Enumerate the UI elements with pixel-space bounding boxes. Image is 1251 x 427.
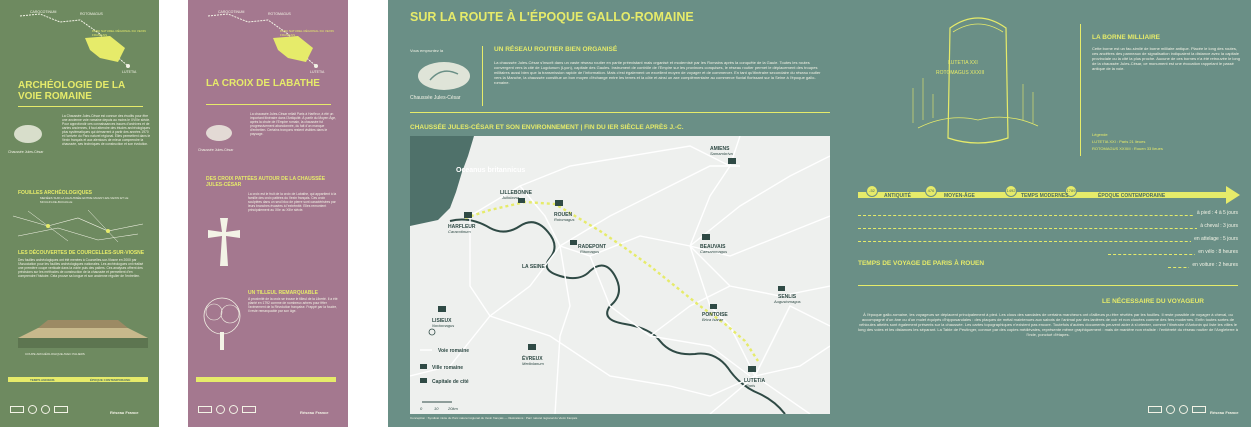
- panel3-title: SUR LA ROUTE À L'ÉPOQUE GALLO-ROMAINE: [410, 10, 694, 24]
- city-sublabel: Rotomagus: [554, 217, 575, 222]
- panel1-intro: La Chaussée Jules-César est connue des érudits pour être une ancienne voie romaine depuis au moins le XVIIIe siècle. Pour approfondir ces connaissances issues d'archives et de cartes anciennes, il faut attendre des études archéologiques plus systématiques qui démarrent à partir des années 1970 et l'arrivée du Parc naturel régional. Elles permettent dans le Vexin français et aux alentours de mieux comprendre la chaussée, ses techniques de construction et son évolution.: [62, 114, 151, 146]
- footer-logo: Réseau France: [110, 410, 139, 415]
- travel-title: TEMPS DE VOYAGE DE PARIS À ROUEN: [858, 260, 985, 267]
- partner-logo: [54, 406, 68, 413]
- footer-credits: Conception : Syndicat mixte du Parc naturel régional du Vexin français — Illustrations : Parc naturel régional du Vexin français: [410, 416, 578, 420]
- city-label: SENLIS: [778, 294, 797, 300]
- travel-line: [858, 215, 1238, 216]
- city-sublabel: Caracotinum: [448, 229, 471, 234]
- panel-archeologie: [0, 0, 159, 427]
- travel-row: [1108, 249, 1238, 259]
- scale-label: 0: [420, 406, 423, 411]
- chaussee-logo: [10, 120, 46, 148]
- city-sublabel: Ritumagus: [580, 249, 600, 254]
- divider: [482, 46, 483, 106]
- city-sublabel: Juliobona: [502, 195, 520, 200]
- timeline-date: 476: [925, 185, 937, 197]
- partner-logo: [10, 406, 24, 413]
- city-sublabel: Briva Isarae: [702, 317, 724, 322]
- travel-row: [858, 210, 1238, 220]
- map-label-1: CAROCOTINUM: [218, 10, 245, 14]
- sea-label: Oceanus britannicus: [456, 167, 526, 174]
- map-label-2: ROTOMAGUS: [268, 12, 291, 16]
- diagram-caption: COUPE ARCHÉOLOGIQUE AVEC PALIERS: [25, 352, 85, 356]
- partner-logo: [28, 405, 37, 414]
- city-sublabel: Samarobriva: [710, 151, 733, 156]
- chaussee-logo: [202, 120, 236, 146]
- timeline-bar: [196, 377, 336, 382]
- partner-logo: [198, 406, 212, 413]
- partner-logos: [198, 405, 256, 414]
- travel-line: [858, 241, 1238, 242]
- scale-label: 10: [434, 406, 439, 411]
- city-label: LILLEBONNE: [500, 190, 532, 196]
- section-text: La croix est le fruit de la croix de Labathe, qui appartient à la famille des croix pattées du Vexin français. Ces croix sculptées dans un seul bloc de pierre sont caractérisées par leurs branches évasées à l'extrémité. Elles remontent principalement au XIIe ou XIIIe siècle.: [248, 192, 337, 212]
- panel-croix-labathe: [188, 0, 348, 427]
- travel-label: en vélo : 8 heures: [1195, 249, 1238, 255]
- partner-logos: [1148, 405, 1206, 414]
- excavation-map: [8, 206, 148, 244]
- map-label-4: LUTETIA: [310, 70, 325, 74]
- panel-route-gallo-romaine: [388, 0, 1251, 427]
- linden-tree-icon: [200, 296, 244, 356]
- milestone-title: LA BORNE MILLIAIRE: [1092, 34, 1161, 41]
- footer-logo: Réseau France: [1210, 410, 1239, 415]
- partner-logo: [1179, 405, 1188, 414]
- section-title: DES CROIX PATTÉES AUTOUR DE LA CHAUSSÉE JULES-CÉSAR: [206, 176, 326, 188]
- section-text-2: À proximité de la croix se trouve le tilleul de la Liberté. Il a été planté en 1792 comme de nombreux arbres pour fêter l'avènement de la Révolution française. Frappé par la foudre, il reste remarquable par son âge.: [248, 297, 338, 313]
- city-label: LUTETIA: [744, 378, 766, 384]
- panel2-title: LA CROIX DE LABATHE: [206, 78, 320, 89]
- milestone-text: Cette borne est un fac-similé de borne milliaire antique. Placée le long des routes, ces ancêtres des panneaux de signalisation indiquaient la distance avec la capitale provinciale ou la cité la plus proche. Aucune de ces bornes n'a été retrouvée le long de la chaussée Jules-César, ce monument est une évocation rappelant le passé antique de la voie.: [1092, 46, 1240, 71]
- city-label: PONTOISE: [702, 312, 728, 318]
- city-label: HARFLEUR: [448, 224, 476, 230]
- map-title: CHAUSSÉE JULES-CÉSAR ET SON ENVIRONNEMENT | FIN DU IER SIÈCLE APRÈS J.-C.: [410, 124, 684, 131]
- timeline-arrow-icon: [1226, 186, 1240, 204]
- timeline-date: 1789: [1065, 185, 1077, 197]
- partner-logos: [10, 405, 68, 414]
- city-label: ÉVREUX: [522, 356, 543, 362]
- section-title: UN RÉSEAU ROUTIER BIEN ORGANISÉ: [494, 46, 618, 53]
- section-title-2: UN TILLEUL REMARQUABLE: [248, 290, 318, 296]
- section-text-3: À l'époque gallo-romaine, les voyageurs se déplacent principalement à pied. Les clous des sandales de certains marcheurs ont d'ailleurs pu être révélés par les fouilles. Il reste possible de voyager à cheval, ou accompagné d'un âne ou d'un mulet équipés d'hipposandales : des plaques de métal maintenues aux sabots de l'animal par des lanières de cuir et non clouées comme des fers modernes. Enfin toutes sortes de véhicules attelés sont également présents sur la chaussée. Les cartes topographiques n'existent pas encore. Toutefois d'autres documents peuvent aider à s'orienter, comme l'itinéraire d'Antonin qui liste les villes le long des voies et les distances les séparant. La Table de Peutinger, connue par des copies médiévales, représente même graphiquement : mais de manière non réaliste : l'entièreté du réseau routier de l'Angleterre à l'Inde, ponctué d'étapes.: [858, 312, 1238, 337]
- chaussee-logo: [412, 56, 476, 94]
- partner-logo: [1192, 406, 1206, 413]
- travel-row: [858, 223, 1238, 233]
- section-title: FOUILLES ARCHÉOLOGIQUES: [18, 190, 92, 196]
- city-label: LISIEUX: [432, 318, 452, 324]
- logo-caption: Vous empruntez la: [410, 48, 444, 53]
- section-title-2: LES DÉCOUVERTES DE COURCELLES-SUR-VIOSNE: [18, 250, 145, 256]
- city-sublabel: Augustomagus: [774, 299, 801, 304]
- logo-caption: Chaussée Jules-César: [198, 148, 234, 152]
- section-title-3: LE NÉCESSAIRE DU VOYAGEUR: [1102, 298, 1204, 305]
- divider: [858, 285, 1238, 286]
- divider: [1080, 24, 1081, 156]
- milestone-inscription-1: LUTETIA XXI: [948, 60, 978, 66]
- partner-logo: [242, 406, 256, 413]
- legend-label: Voie romaine: [438, 348, 470, 354]
- partner-logo: [1148, 406, 1162, 413]
- map-label-4: LUTETIA: [122, 70, 137, 74]
- excavation-section-diagram: [18, 308, 148, 348]
- city-label: AMIENS: [710, 146, 730, 152]
- divider: [206, 104, 331, 105]
- milestone-illustration: [908, 8, 1048, 158]
- map-label-1: CAROCOTINUM: [30, 10, 57, 14]
- travel-row: [858, 236, 1238, 246]
- travel-row: [1168, 262, 1238, 272]
- partner-logo: [1166, 405, 1175, 414]
- timeline-period: MOYEN-ÂGE: [944, 193, 975, 199]
- river-label: LA SEINE: [522, 264, 545, 270]
- timeline-label: TEMPS ANCIENS: [30, 378, 55, 382]
- city-label: ROUEN: [554, 212, 573, 218]
- section-subtitle: MENÉES SUR LA CHAUSSÉE ENTRE MAGNY-EN-VEXIN ET LE MOULIN-DE-BUCAILLE: [40, 196, 129, 204]
- travel-label: à pied : 4 à 5 jours: [1194, 210, 1238, 216]
- panel1-title: ARCHÉOLOGIE DE LA VOIE ROMAINE: [18, 80, 125, 102]
- partner-logo: [41, 405, 50, 414]
- city-sublabel: Paris: [746, 383, 756, 388]
- city-label: BEAUVAIS: [700, 244, 726, 250]
- logo-name: Chaussée Jules-César: [410, 95, 461, 101]
- travel-label: en attelage : 5 jours: [1191, 236, 1238, 242]
- footer-logo: Réseau France: [300, 410, 329, 415]
- milestone-inscription-2: ROTOMAGUS XXXIII: [936, 70, 985, 76]
- section-text: La chaussée Jules-César s'inscrit dans un vaste réseau routier en partie préexistant mais organisé et modernisé par les Romains après la conquête de la Gaule. Toutes les routes convergent vers la cité de Lugdunum (Lyon), capitale des Gaules. Instrument de contrôle de l'Empire sur les provinces conquises, le réseau routier permet le déplacement des troupes militaires aussi bien que la transmission rapide de l'information. Mais c'est également un excellent moyen de voyager et de commercer. En tant qu'itinéraire secondaire du réseau routier vers la Manche, la chaussée constitue un bon moyen d'échange entre les terres et la côte et ainsi un axe complémentaire au commerce fluvial florissant sur la Seine à l'époque gallo-romaine.: [494, 60, 821, 85]
- timeline-date: -52: [866, 185, 878, 197]
- city-sublabel: Mediolanum: [522, 361, 544, 366]
- scale-label: 20km: [448, 406, 458, 411]
- city-label: RADEPONT: [578, 244, 607, 250]
- timeline-label: ÉPOQUE CONTEMPORAINE: [90, 378, 131, 382]
- city-sublabel: Caesaromagus: [700, 249, 728, 254]
- section-text: Des fouilles archéologiques ont été menées à Courcelles-sur-Viosne en 2000 par l'Association pour les fouilles archéologiques nationales. Les archéologues ont réalisé une première coupe verticale dans la voirie puis des paliers. Ces analyses offrent des précisions sur les méthodes de construction de la chaussée et permettent d'en comprendre l'histoire. Cela prouve sa longue et son ancienne régulier de l'entretien.: [18, 258, 144, 278]
- partner-logo: [229, 405, 238, 414]
- divider: [18, 106, 143, 107]
- travel-label: en voiture : 2 heures: [1189, 262, 1238, 268]
- legend-title: Légende: [1092, 132, 1108, 137]
- map-label-3: PARC NATUREL RÉGIONAL DU VEXIN FRANÇAIS: [280, 29, 334, 37]
- timeline-period: ANTIQUITÉ: [884, 193, 911, 199]
- roman-road-map: [410, 136, 830, 414]
- map-label-3: PARC NATUREL RÉGIONAL DU VEXIN FRANÇAIS: [92, 29, 146, 37]
- divider: [410, 112, 830, 113]
- panel2-intro: La chaussée Jules-César reliait Paris à Harfleur, à été un important itinéraire dans l'Antiquité. À partir du Moyen Âge, après la chute de l'Empire romain, la chaussée fut progressivement abandonnée, du fait d'un manque d'entretien. Certains tronçons restent visibles dans le paysage.: [250, 112, 337, 136]
- city-sublabel: Noviomagus: [432, 323, 455, 328]
- legend-label: Capitale de cité: [432, 379, 469, 385]
- partner-logo: [216, 405, 225, 414]
- legend-label: Ville romaine: [432, 365, 464, 371]
- timeline-period: TEMPS MODERNES: [1021, 193, 1069, 199]
- travel-line: [858, 228, 1238, 229]
- legend-item: LUTETIA XXI : Paris 21 lieues: [1092, 139, 1146, 144]
- map-label-2: ROTOMAGUS: [80, 12, 103, 16]
- logo-caption: Chaussée Jules-César: [8, 150, 44, 154]
- travel-label: à cheval : 3 jours: [1197, 223, 1238, 229]
- cross-icon: [202, 214, 246, 270]
- timeline-date: 1492: [1005, 185, 1017, 197]
- timeline-period: ÉPOQUE CONTEMPORAINE: [1098, 193, 1166, 199]
- legend-item: ROTOMAGUS XXXIII : Rouen 33 lieues: [1092, 146, 1163, 151]
